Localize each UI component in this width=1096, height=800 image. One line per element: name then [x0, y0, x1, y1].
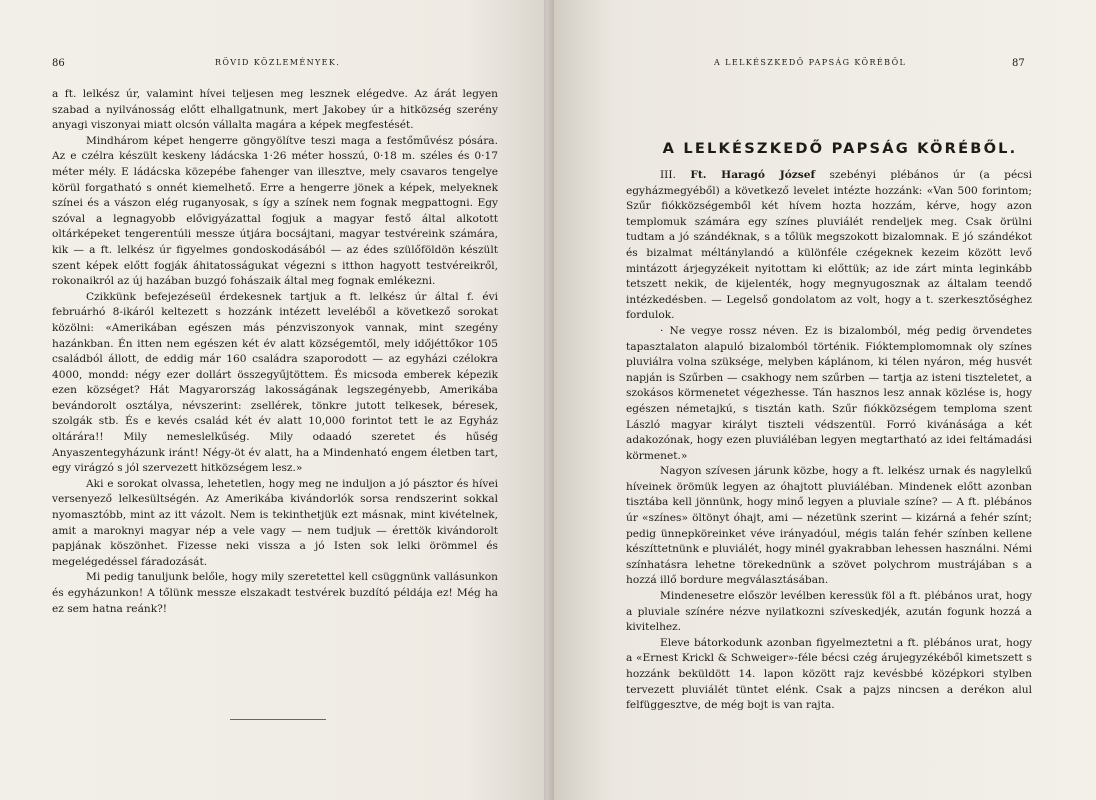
page-number-left: 86 [52, 58, 65, 69]
paragraph: Mindhárom képet hengerre göngyölítve teszi maga a festőművész pósára. Az e czélra készült keskeny ládácska 1·26 méter hosszú, 0·18 m. széles és 0·17 méter mély. E ládácska közepébe fahenger van illesztve, mely csavaros tengelye körül forgatható s onnét kiemelhető. Erre a hengerre jönek a képek, melyeknek színei és a vászon elég ruganyosak, s így a színek nem fognak megpattogni. Egy szóval a legnagyobb elővigyázattal fogjuk a magyar festő által alkotott oltárképeket tengerentúli messze útjára bocsájtani, magyar testvéreink számára, kik — a ft. lelkész úr figyelmes gondoskodásából — az édes szülőföldön készült szent képek előtt fogják áhitatosságukat végezni s itthon hagyott testvéreikről, rokonaikról az új hazában buzgó fohászaik által meg fognak emlékezni. [52, 134, 498, 288]
page-number-right: 87 [1012, 58, 1025, 69]
running-title-right: A LELKÉSZKEDŐ PAPSÁG KÖRÉBŐL [714, 58, 907, 67]
paragraph-rest: szebényi plébános úr (a pécsi egyházmegyéből) a következő levelet intézte hozzánk: «Van 500 forintom; Szűr fiókközségemből két hívem hozta hozzám, kérve, hogy azon templomuk számára egy színes pluviálét rendeljek meg. Csak örülni tudtam a jó szándéknak, s a tőlük megszokott bizalomnak. E jó szándékot és bizalmat méltánylandó a különféle czégeknek kezeim között levő mintázott árjegyzékeit nyitottam ki előttük; az ide zárt minta leginkább tetszett nekik, de kijelenték, hogy megnyugosznak az általam teendő intézkedésben. — Legelső gondolatom az volt, hogy a t. szerkesztőséghez fordulok. [626, 169, 1032, 322]
author-name: Ft. Haragó József [690, 169, 816, 181]
paragraph: Eleve bátorkodunk azonban figyelmeztetni a ft. plébános urat, hogy a «Ernest Krickl & Schweiger»-féle bécsi czég árujegyzékéből kimetszett s hozzánk beküldött 14. lapon között rajz kevésbbé középkori stylben tervezett pluviálét tüntet elénk. Csak a pajzs nincsen a derékon alul felfüggesztve, de még bojt is van rajta. [626, 636, 1032, 712]
section-heading: A LELKÉSZKEDŐ PAPSÁG KÖRÉBŐL. [662, 140, 1018, 157]
paragraph: Aki e sorokat olvassa, lehetetlen, hogy meg ne induljon a jó pásztor és hívei versenyező lelkesültségén. Az Amerikába kivándorlók sorsa rendszerint sokkal nyomasztóbb, mint az itt vázolt. Nem is tekinthetjük ezt másnak, mint kivételnek, amit a maroknyi magyar nép a vele vagy — nem tudjuk — érettök kivándorolt papjának köszönhet. Fizesse neki vissza a jó Isten sok lelki örömmel és megelégedéssel fáradozását. [52, 477, 498, 568]
right-page [548, 0, 1096, 800]
paragraph: Mi pedig tanuljunk belőle, hogy mily szeretettel kell csüggnünk vallásunkon és egyházunkon! A tőlünk messze elszakadt testvérek buzdító példája ez! Még ha ez sem hatna reánk?! [52, 571, 498, 615]
running-title-left: RÖVID KÖZLEMÉNYEK. [215, 58, 341, 67]
paragraph-prefix: III. [660, 169, 691, 181]
paragraph: Mindenesetre először levélben keressük föl a ft. plébános urat, hogy a pluviale színére nézve nyilatkozni szíveskedjék, azután fogunk hozzá a kivitelhez. [626, 590, 1032, 634]
paragraph [626, 168, 1032, 324]
book-gutter [544, 0, 554, 800]
section-divider [230, 719, 326, 720]
right-page-body [626, 168, 1032, 714]
paragraph: · Ne vegye rossz néven. Ez is bizalomból, még pedig örvendetes tapasztalaton alapuló bizalomból történik. Fióktemplomomnak oly színes pluviálra volna szüksége, melyben káplánom, ki télen nyáron, még husvét napján is Szűrben — csakhogy nem szűrben — tartja az isteni tiszteletet, a szokásos körmenetet végezhesse. Tán hasznos lesz annak közlése is, hogy egészen németajkú, s tisztán kath. Szűr fiókközségem temploma szent László magyar királyt tiszteli védszentül. Forró kivánásága a két adakozónak, hogy ezen pluviáléban legyen megtartható az idei feltámadási körmenet.» [626, 324, 1032, 462]
paragraph: Czikkünk befejezéseül érdekesnek tartjuk a ft. lelkész úr által f. évi februárhó 8-ikáról keltezett s hozzánk intézett leveléből a következő sorokat közölni: «Amerikában egészen más pénzviszonyok vannak, mint szegény hazánkban. Én itten nem egészen két év alatt községemtől, mely időjéttőkor 105 családból állott, de eddig már 160 családra szaporodott — az egyházi czélokra 4000, mondd: négy ezer dollárt összegyűjtöttem. És micsoda emberek képezik ezen községet? Hát Magyarország lakosságának legszegényebb, Amerikába bevándorolt osztálya, névszerint: zsellérek, tönkre jutott telkesek, béresek, szolgák stb. És e kevés család két év alatt 10,000 forintot tett le az Egyház oltárára!! Mily nemeslelkűség. Mily odaadó szeretet és hűség Anyaszentegyházunk iránt! Négy-öt év alatt, ha a Mindenható engem életben tart, egy virágzó s jól szervezett hitközségem lesz.» [52, 290, 498, 475]
paragraph: a ft. lelkész úr, valamint hívei teljesen meg lesznek elégedve. Az árát legyen szabad a nyilvánosság előtt elhallgatnunk, mert Jakobey úr a hitközség szerény anyagi viszonyai miatt olcsón vállalta magára a képek megfestését. [52, 88, 498, 132]
paragraph: Nagyon szívesen járunk közbe, hogy a ft. lelkész urnak és nagylelkű híveinek örömük legyen az óhajtott pluviáléban. Mindenek előtt azonban tisztába kell jönnünk, hogy minő legyen a pluviale színe? — A ft. plébános úr «színes» öltönyt óhajt, ami — nézetünk szerint — kizárná a fehér színt; pedig ünnepköreinket véve irányadóul, mégis talán fehér színben kellene készíttetnünk e pluviálét, hogy minél gyakrabban lehessen használni. Némi színhatásra lehetne törekednünk a szövet polychrom mustrájában s a hozzá illő bordure megválasztásában. [626, 465, 1032, 587]
left-page-body [52, 87, 498, 617]
